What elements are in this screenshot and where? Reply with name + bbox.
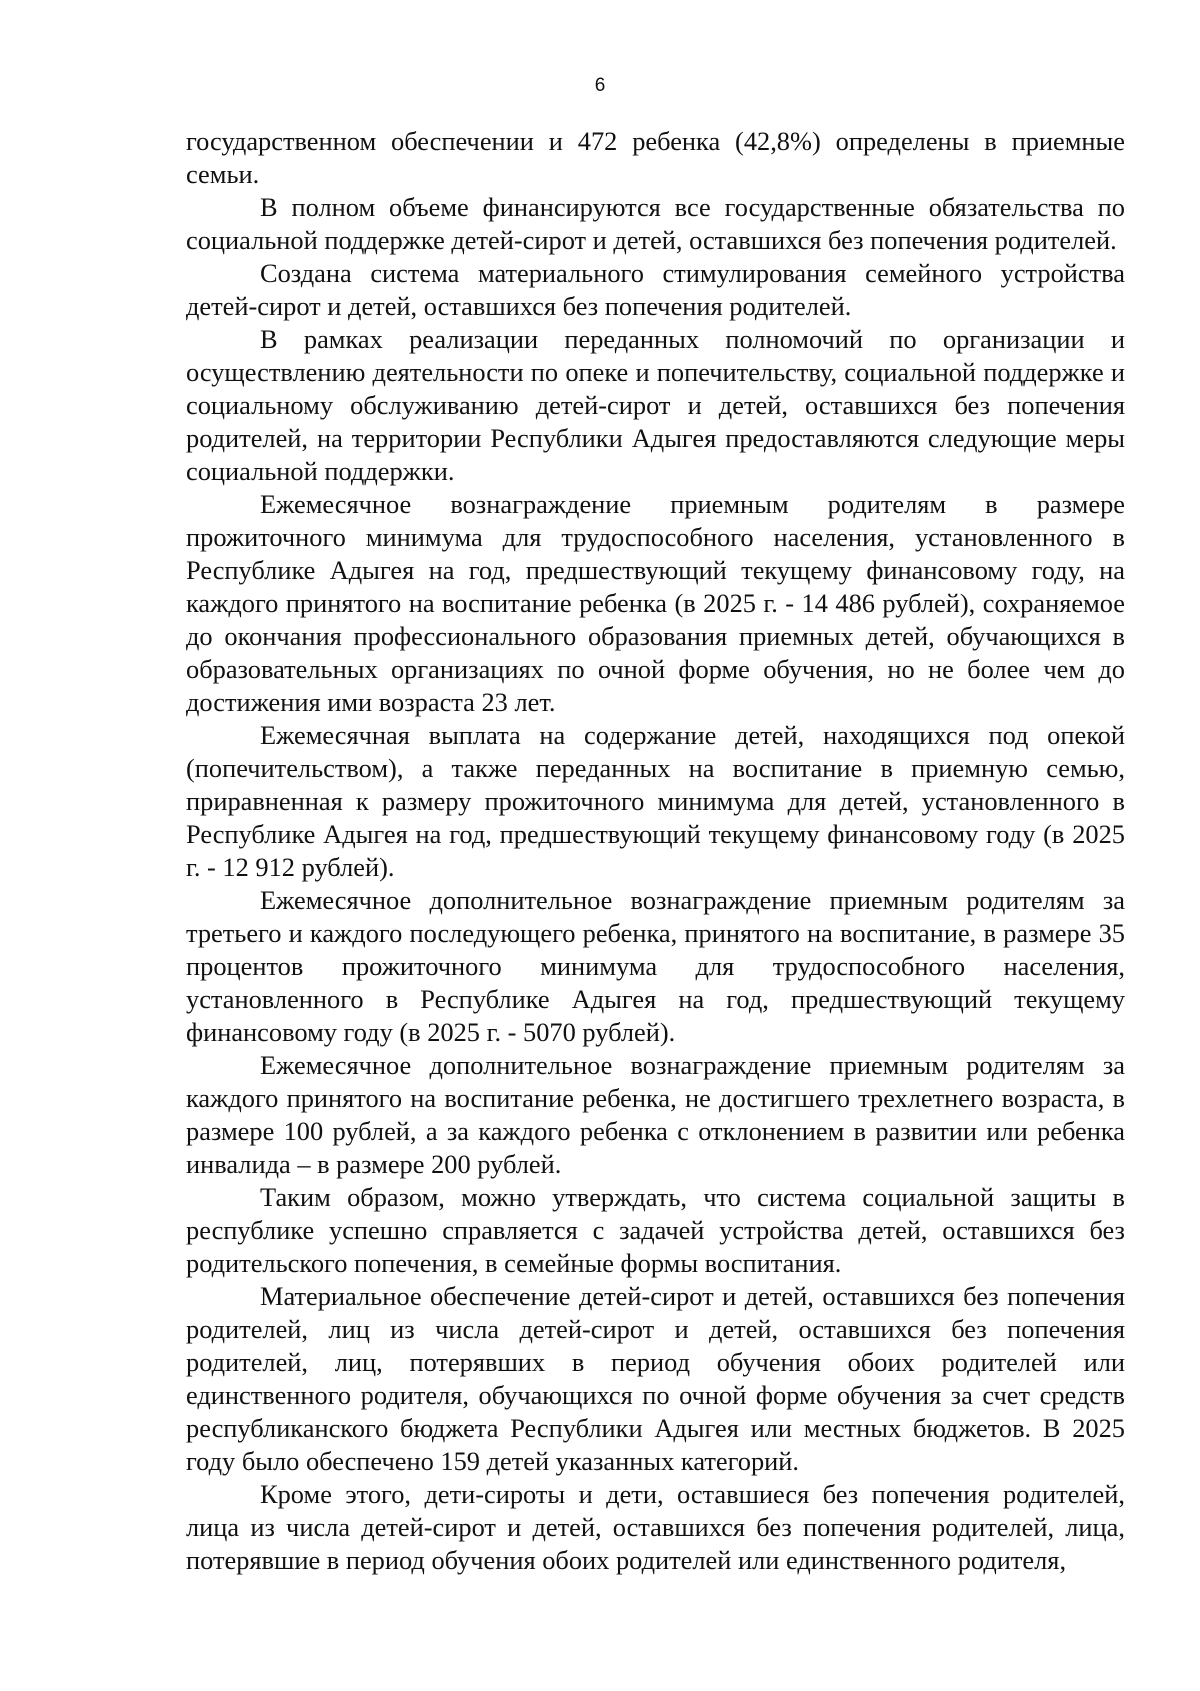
- paragraph-stimulation-system: Создана система материального стимулирования семейного устройства детей-сирот и детей, оставшихся без попечения родителей.: [186, 258, 1125, 321]
- paragraph-state-obligations: В полном объеме финансируются все государственные обязательства по социальной поддержке детей-сирот и детей, оставшихся без попечения родителей.: [186, 192, 1125, 255]
- paragraph-continuation: государственном обеспечении и 472 ребенка (42,8%) определены в приемные семьи.: [186, 126, 1125, 189]
- paragraph-monthly-payment: Ежемесячная выплата на содержание детей, находящихся под опекой (попечительством), а также переданных на воспитание в приемную семью, приравненная к размеру прожиточного минимума для детей, установленного в Республике Адыгея на год, предшествующий текущему финансовому году (в 2025 г. - 12 912 рублей).: [186, 720, 1125, 882]
- paragraph-monthly-reward: Ежемесячное вознаграждение приемным родителям в размере прожиточного минимума для трудоспособного населения, установленного в Республике Адыгея на год, предшествующий текущему финансовому году, на каждого принятого на воспитание ребенка (в 2025 г. - 14 486 рублей), сохраняемое до окончания профессионального образования приемных детей, обучающихся в образовательных организациях по очной форме обучения, но не более чем до достижения ими возраста 23 лет.: [186, 489, 1125, 717]
- paragraph-conclusion: Таким образом, можно утверждать, что система социальной защиты в республике успешно справляется с задачей устройства детей, оставшихся без родительского попечения, в семейные формы воспитания.: [186, 1182, 1125, 1278]
- paragraph-infant-reward: Ежемесячное дополнительное вознаграждение приемным родителям за каждого принятого на воспитание ребенка, не достигшего трехлетнего возраста, в размере 100 рублей, а за каждого ребенка с отклонением в развитии или ребенка инвалида – в размере 200 рублей.: [186, 1050, 1125, 1179]
- document-body: [186, 125, 1125, 1577]
- paragraph-delegated-powers: В рамках реализации переданных полномочий по организации и осуществлению деятельности по опеке и попечительству, социальной поддержке и социальному обслуживанию детей-сирот и детей, оставшихся без попечения родителей, на территории Республики Адыгея предоставляются следующие меры социальной поддержки.: [186, 324, 1125, 486]
- page-number: 6: [594, 75, 606, 96]
- paragraph-third-child-reward: Ежемесячное дополнительное вознаграждение приемным родителям за третьего и каждого последующего ребенка, принятого на воспитание, в размере 35 процентов прожиточного минимума для трудоспособного населения, установленного в Республике Адыгея на год, предшествующий текущему финансовому году (в 2025 г. - 5070 рублей).: [186, 885, 1125, 1047]
- paragraph-additionally: Кроме этого, дети-сироты и дети, оставшиеся без попечения родителей, лица из числа детей-сирот и детей, оставшихся без попечения родителей, лица, потерявшие в период обучения обоих родителей или единственного родителя,: [186, 1479, 1125, 1575]
- paragraph-material-support: Материальное обеспечение детей-сирот и детей, оставшихся без попечения родителей, лиц из числа детей-сирот и детей, оставшихся без попечения родителей, лиц, потерявших в период обучения обоих родителей или единственного родителя, обучающихся по очной форме обучения за счет средств республиканского бюджета Республики Адыгея или местных бюджетов. В 2025 году было обеспечено 159 детей указанных категорий.: [186, 1281, 1125, 1476]
